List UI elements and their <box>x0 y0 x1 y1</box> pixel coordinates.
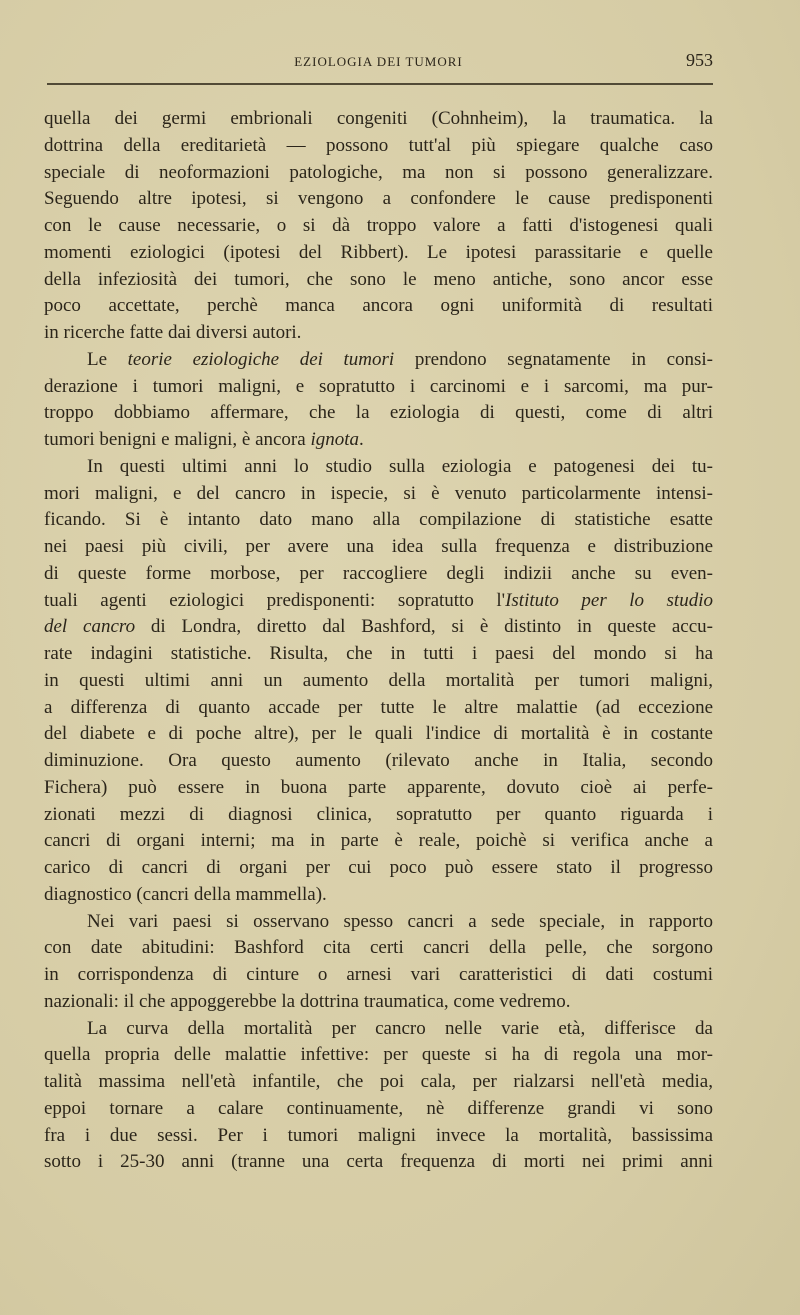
text-segment: La curva della mortalità per cancro nelle varie età, differisce da <box>87 1017 713 1039</box>
text-segment: in ricerche fatte dai diversi autori. <box>44 322 302 343</box>
text-line <box>44 481 713 508</box>
paragraph <box>44 106 713 347</box>
text-line <box>44 1016 713 1043</box>
text-segment: speciale di neoformazioni patologiche, ma non si possono generalizzare. <box>44 161 713 183</box>
text-segment: zionati mezzi di diagnosi clinica, sopratutto per quanto riguarda i <box>44 803 713 825</box>
text-segment: Seguendo altre ipotesi, si vengono a confondere le cause predisponenti <box>44 188 713 210</box>
text-segment: nei paesi più civili, per avere una idea sulla frequenza e distribuzione <box>44 536 713 557</box>
text-line <box>44 160 713 187</box>
text-segment: talità massima nell'età infantile, che poi cala, per rialzarsi nell'età media, <box>44 1071 713 1092</box>
text-line <box>44 1096 713 1123</box>
text-line <box>44 828 713 855</box>
text-segment: diminuzione. Ora questo aumento (rilevato anche in Italia, secondo <box>44 750 713 771</box>
text-segment: con date abitudini: Bashford cita certi cancri della pelle, che sorgono <box>44 937 713 959</box>
body-text <box>44 106 713 1176</box>
text-segment: Le <box>87 348 128 370</box>
text-line <box>44 106 713 133</box>
text-segment: a differenza di quanto accade per tutte le altre malattie (ad eccezione <box>44 696 713 718</box>
text-segment: del diabete e di poche altre), per le quali l'indice di mortalità è in costante <box>44 723 713 745</box>
text-segment: In questi ultimi anni lo studio sulla eziologia e patogenesi dei tu- <box>87 455 713 477</box>
text-segment: fra i due sessi. Per i tumori maligni invece la mortalità, bassissima <box>44 1124 713 1146</box>
italic-text: teorie eziologiche dei tumori <box>127 348 395 370</box>
text-line <box>44 1149 713 1176</box>
text-line <box>44 186 713 213</box>
header-rule <box>47 83 713 85</box>
text-segment: quella dei germi embrionali congeniti (Cohnheim), la traumatica. la <box>44 108 713 129</box>
text-line <box>44 882 713 909</box>
text-line <box>44 347 713 374</box>
paragraph <box>44 454 713 909</box>
italic-text: Istituto per lo studio <box>505 589 713 611</box>
text-segment: momenti eziologici (ipotesi del Ribbert). Le ipotesi parassitarie e quelle <box>44 241 713 263</box>
text-segment: di Londra, diretto dal Bashford, si è distinto in queste accu- <box>135 616 713 638</box>
text-segment: poco accettate, perchè manca ancora ogni uniformità di resultati <box>44 295 713 317</box>
text-line <box>44 240 713 267</box>
text-line <box>44 1123 713 1150</box>
italic-text: ignota <box>310 429 360 450</box>
text-segment: mori maligni, e del cancro in ispecie, si è venuto particolarmente intensi- <box>44 482 713 504</box>
text-segment: della infeziosità dei tumori, che sono le meno antiche, sono ancor esse <box>44 268 713 290</box>
italic-text: del cancro <box>44 616 136 638</box>
text-segment: carico di cancri di organi per cui poco può essere stato il progresso <box>44 857 713 878</box>
text-line <box>44 1042 713 1069</box>
text-line <box>44 320 713 347</box>
text-segment: derazione i tumori maligni, e sopratutto i carcinomi e i sarcomi, ma pur- <box>44 375 713 397</box>
text-line <box>44 400 713 427</box>
text-line <box>44 748 713 775</box>
text-line <box>44 561 713 588</box>
text-segment: quella propria delle malattie infettive: per queste si ha di regola una mor- <box>44 1044 713 1066</box>
text-segment: Fichera) può essere in buona parte apparente, dovuto cioè ai perfe- <box>44 776 713 798</box>
paragraph <box>44 909 713 1016</box>
text-line <box>44 695 713 722</box>
text-line <box>44 721 713 748</box>
paragraph <box>44 1016 713 1177</box>
running-title: EZIOLOGIA DEI TUMORI <box>294 54 463 69</box>
text-segment: Nei vari paesi si osservano spesso cancri a sede speciale, in rapporto <box>87 910 713 932</box>
text-line <box>44 802 713 829</box>
text-line <box>44 507 713 534</box>
text-segment: in questi ultimi anni un aumento della mortalità per tumori maligni, <box>44 669 713 691</box>
text-line <box>44 935 713 962</box>
text-line <box>44 641 713 668</box>
text-line <box>44 989 713 1016</box>
text-segment: rate indagini statistiche. Risulta, che in tutti i paesi del mondo si ha <box>44 643 713 664</box>
text-line <box>44 614 713 641</box>
text-line <box>44 1069 713 1096</box>
text-line <box>44 267 713 294</box>
text-segment: con le cause necessarie, o si dà troppo valore a fatti d'istogenesi quali <box>44 215 713 236</box>
text-line <box>44 855 713 882</box>
page-number: 953 <box>686 50 713 70</box>
text-segment: troppo dobbiamo affermare, che la eziologia di questi, come di altri <box>44 402 713 424</box>
text-segment: di queste forme morbose, per raccogliere degli indizii anche su even- <box>44 562 713 584</box>
text-segment: diagnostico (cancri della mammella). <box>44 883 327 905</box>
text-line <box>44 775 713 802</box>
text-segment: eppoi tornare a calare continuamente, nè differenze grandi vi sono <box>44 1097 713 1119</box>
text-line <box>44 588 713 615</box>
text-line <box>44 454 713 481</box>
text-segment: prendono segnatamente in consi- <box>394 348 714 370</box>
text-line <box>44 668 713 695</box>
text-line <box>44 534 713 561</box>
text-line <box>44 374 713 401</box>
text-segment: nazionali: il che appoggerebbe la dottrina traumatica, come vedremo. <box>44 990 571 1012</box>
paragraph <box>44 347 713 454</box>
text-line <box>44 293 713 320</box>
text-segment: dottrina della ereditarietà — possono tutt'al più spiegare qualche caso <box>44 134 713 156</box>
text-segment: tumori benigni e maligni, è ancora <box>44 429 311 450</box>
text-line <box>44 213 713 240</box>
text-line <box>44 427 713 454</box>
text-segment: cancri di organi interni; ma in parte è reale, poichè si verifica anche a <box>44 830 713 852</box>
text-segment: sotto i 25-30 anni (tranne una certa frequenza di morti nei primi anni <box>44 1151 713 1173</box>
text-segment: tuali agenti eziologici predisponenti: sopratutto l' <box>44 589 506 611</box>
text-line <box>44 962 713 989</box>
text-line <box>44 909 713 936</box>
page-header <box>44 50 713 72</box>
text-segment: . <box>359 429 364 450</box>
text-segment: ficando. Si è intanto dato mano alla compilazione di statistiche esatte <box>44 509 713 531</box>
text-segment: in corrispondenza di cinture o arnesi vari caratteristici di dati costumi <box>44 964 713 985</box>
text-line <box>44 133 713 160</box>
